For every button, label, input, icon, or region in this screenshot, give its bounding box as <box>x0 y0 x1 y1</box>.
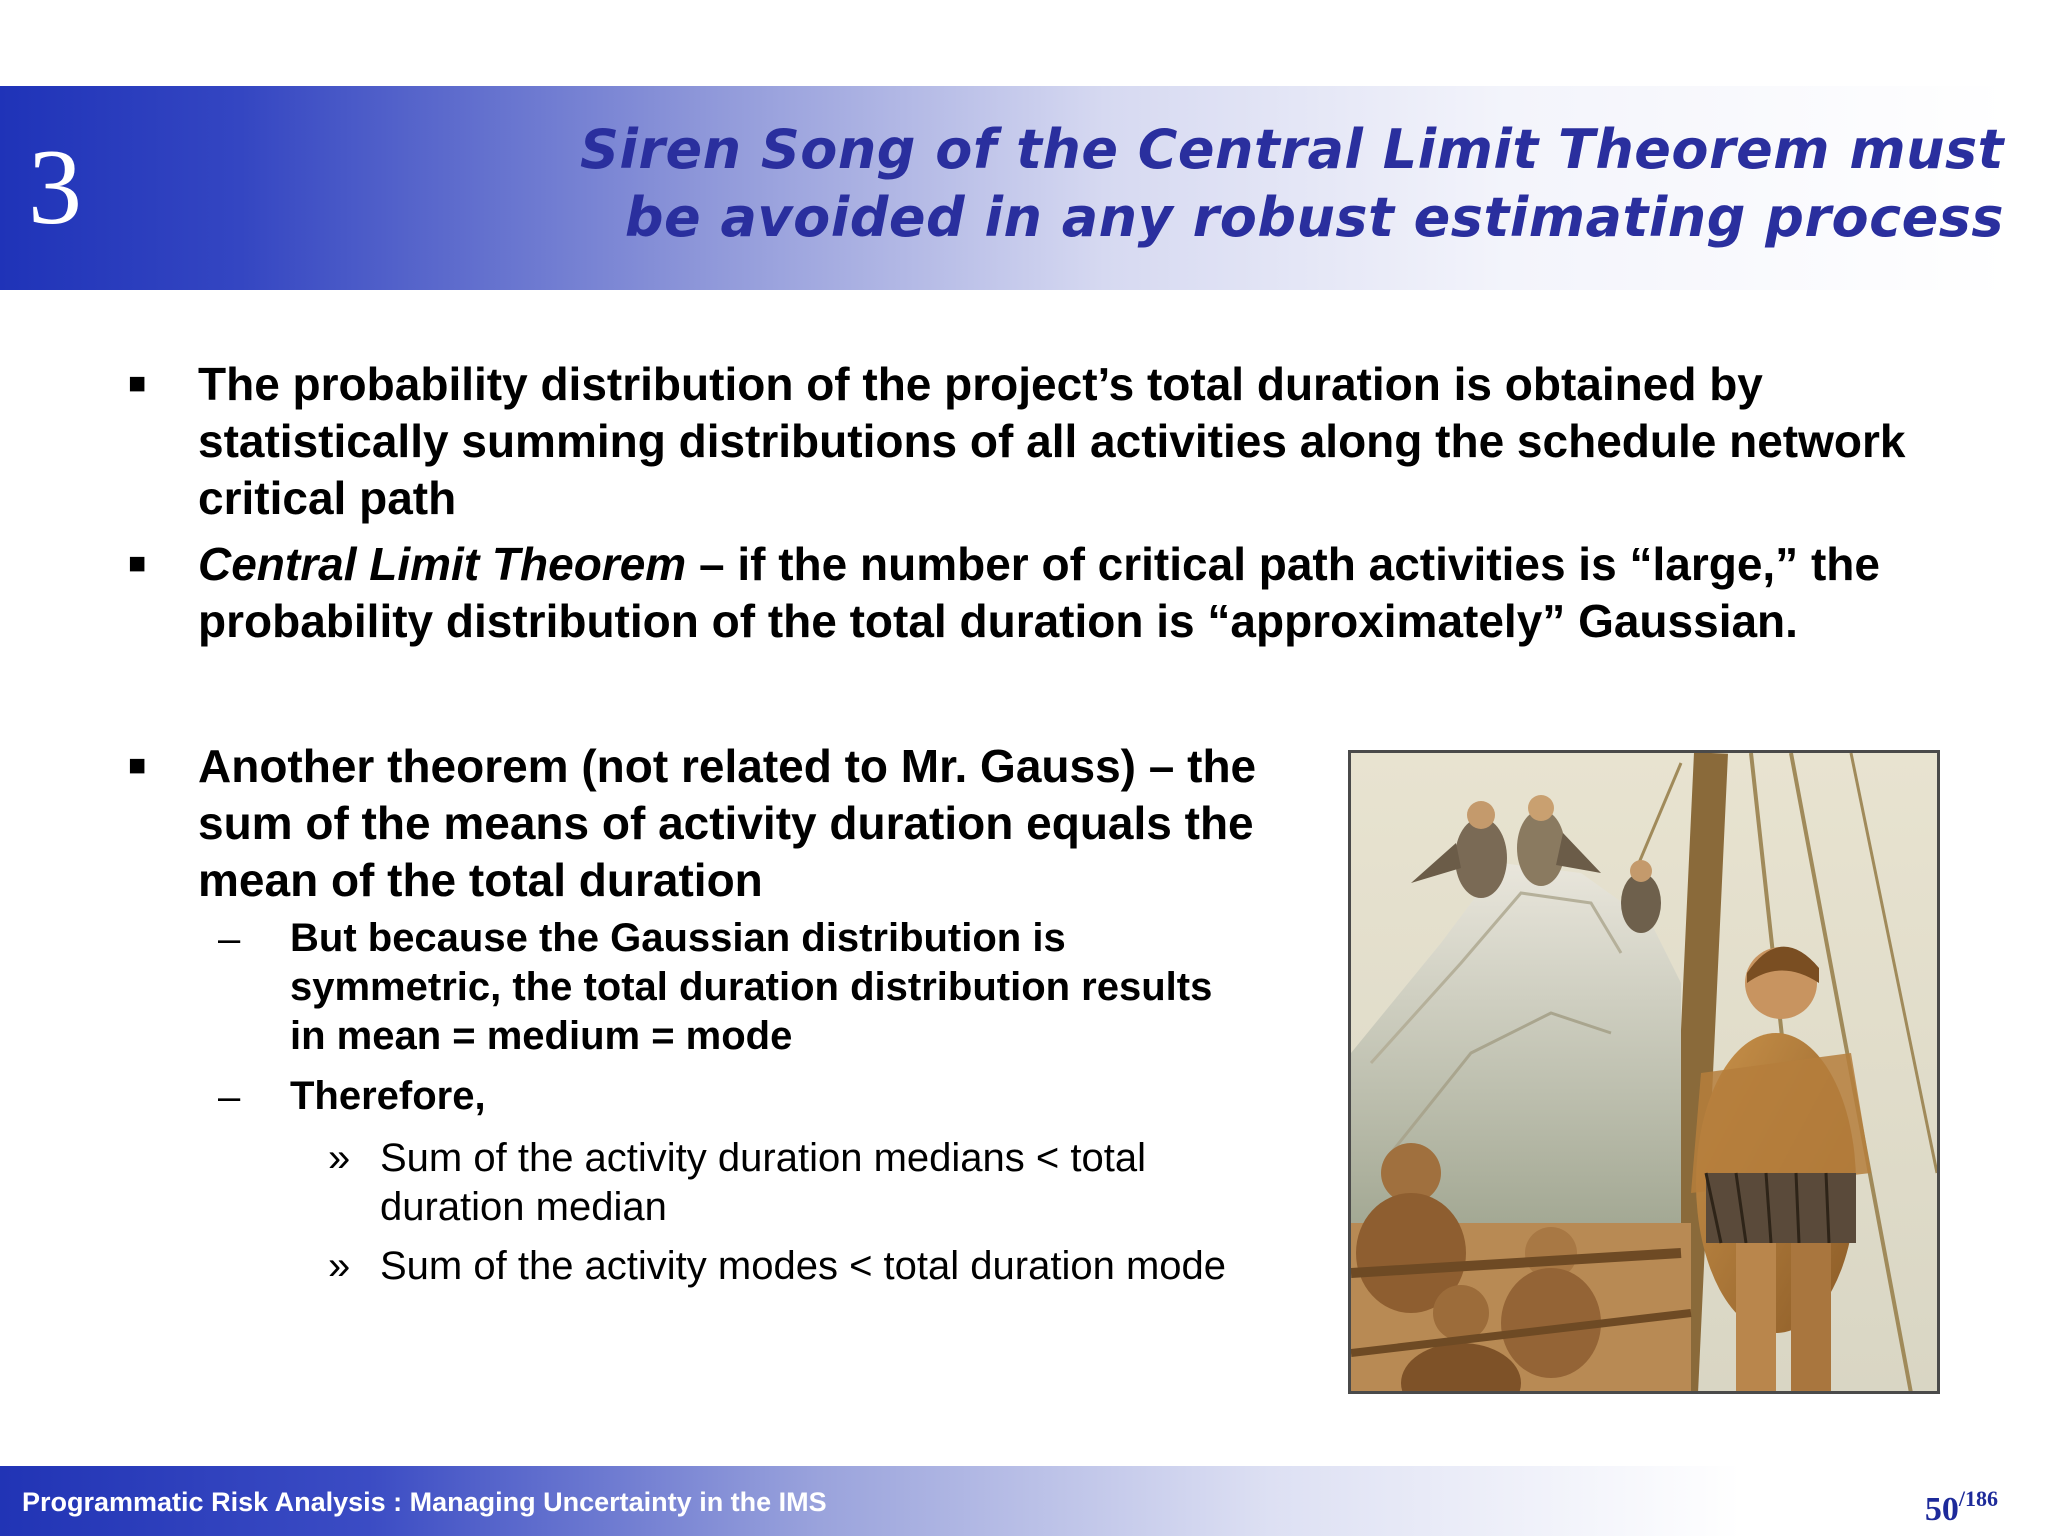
bullet-item <box>128 738 1268 909</box>
page-current: 50 <box>1924 1491 1959 1528</box>
page-total: /186 <box>1958 1486 1998 1511</box>
square-bullet-icon: ■ <box>128 749 147 782</box>
sub-bullet-item <box>218 1072 1218 1122</box>
sirens-illustration-drawing <box>1351 753 1937 1391</box>
bullet-item <box>128 536 1988 650</box>
sub-sub-bullet-text: Sum of the activity duration medians < total duration median <box>380 1136 1146 1229</box>
slide-title <box>404 116 2004 252</box>
guillemet-bullet-icon: » <box>328 1244 351 1288</box>
sub-bullet-item <box>218 914 1218 1061</box>
square-bullet-icon: ■ <box>128 547 147 580</box>
bullet-item <box>128 356 1988 527</box>
sub-sub-bullet-text: Sum of the activity modes < total duration mode <box>380 1244 1226 1288</box>
bullet-text: The probability distribution of the project’s total duration is obtained by statistically summing distributions of all activities along the schedule network critical path <box>198 358 1906 524</box>
slide-title-line-2: be avoided in any robust estimating process <box>624 186 2004 249</box>
guillemet-bullet-icon: » <box>328 1136 351 1180</box>
slide-title-line-1: Siren Song of the Central Limit Theorem must <box>579 118 2004 181</box>
square-bullet-icon: ■ <box>128 367 147 400</box>
page-number <box>1925 1486 1998 1529</box>
sirens-illustration <box>1348 750 1940 1394</box>
sub-bullet-text: But because the Gaussian distribution is symmetric, the total duration distribution results in mean = medium = mode <box>290 916 1213 1058</box>
section-number: 3 <box>28 128 82 247</box>
sub-bullet-text: Therefore, <box>290 1074 486 1118</box>
bullet-text: Another theorem (not related to Mr. Gauss) – the sum of the means of activity duration equals the mean of the total duration <box>198 740 1257 906</box>
footer-title: Programmatic Risk Analysis : Managing Uncertainty in the IMS <box>22 1487 827 1517</box>
dash-bullet-icon: – <box>218 917 241 961</box>
sub-sub-bullet-item <box>328 1134 1288 1232</box>
bullet-emphasis: Central Limit Theorem <box>198 538 687 590</box>
sub-sub-bullet-item <box>328 1242 1288 1291</box>
bullet-text <box>198 536 1988 650</box>
bullet-text-rest: – if the number of critical path activities is “large,” the probability distribution of the total duration is “approximately” Gaussian. <box>198 538 1880 647</box>
dash-bullet-icon: – <box>218 1075 241 1119</box>
